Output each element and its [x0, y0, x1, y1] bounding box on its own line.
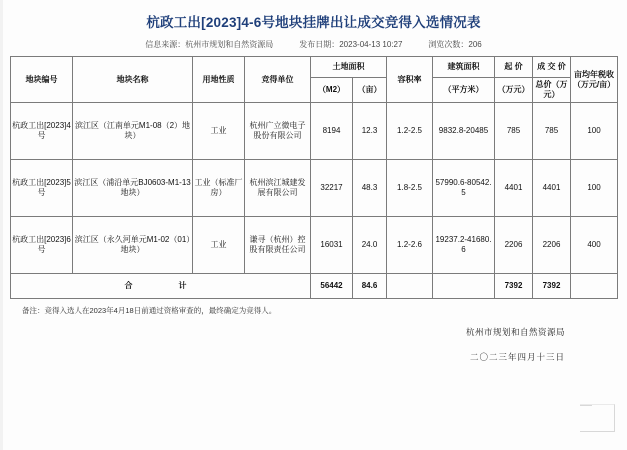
total-starting-price: 7392	[495, 274, 533, 299]
header-annual-rent: 亩均年税收（万元/亩）	[571, 57, 618, 103]
cell-land-area-m2: 32217	[311, 160, 353, 217]
cell-building-area: 57990.6-80542.5	[433, 160, 495, 217]
cell-deal-price: 4401	[533, 160, 571, 217]
header-land-area-mu: （亩）	[353, 78, 387, 103]
cell-winner: 谦寻（杭州）控股有限责任公司	[245, 217, 311, 274]
cell-plot-id: 杭政工出[2023]5号	[11, 160, 73, 217]
header-starting-price-unit: （万元）	[495, 78, 533, 103]
header-land-use: 用地性质	[193, 57, 245, 103]
cell-plot-ratio: 1.2-2.5	[387, 103, 433, 160]
cell-building-area: 9832.8-20485	[433, 103, 495, 160]
meta-views: 浏览次数：206	[428, 40, 482, 49]
table-row	[11, 103, 618, 160]
header-land-area-m2: （M2）	[311, 78, 353, 103]
total-annual-rent	[571, 274, 618, 299]
cell-land-area-m2: 8194	[311, 103, 353, 160]
cell-land-area-mu: 24.0	[353, 217, 387, 274]
table-header-row-1	[11, 57, 618, 78]
header-winner: 竞得单位	[245, 57, 311, 103]
total-plot-ratio	[387, 274, 433, 299]
cell-starting-price: 785	[495, 103, 533, 160]
total-building-area	[433, 274, 495, 299]
cell-plot-ratio: 1.8-2.5	[387, 160, 433, 217]
total-label: 合 计	[11, 274, 311, 299]
cell-starting-price: 2206	[495, 217, 533, 274]
cell-winner: 杭州广立微电子股份有限公司	[245, 103, 311, 160]
page-corner-decoration	[580, 404, 615, 432]
total-land-area-mu: 84.6	[353, 274, 387, 299]
total-deal-price: 7392	[533, 274, 571, 299]
header-deal-price-unit: 总价（万元）	[533, 78, 571, 103]
meta-publish-date: 发布日期：2023-04-13 10:27	[299, 40, 403, 49]
cell-land-use: 工业	[193, 103, 245, 160]
meta-source: 信息来源：杭州市规划和自然资源局	[145, 40, 274, 49]
cell-land-use: 工业	[193, 217, 245, 274]
signature-block	[0, 316, 627, 363]
cell-land-area-m2: 16031	[311, 217, 353, 274]
header-plot-name: 地块名称	[73, 57, 193, 103]
table-row	[11, 160, 618, 217]
header-building-area: 建筑面积	[433, 57, 495, 78]
signature-date: 二〇二三年四月十三日	[469, 352, 565, 362]
cell-plot-name: 滨江区（浦沿单元BJ0603-M1-13地块）	[73, 160, 193, 217]
cell-annual-rent: 100	[571, 160, 618, 217]
header-land-area: 土地面积	[311, 57, 387, 78]
table-row	[11, 217, 618, 274]
footnote: 备注：竞得入选人在2023年4月18日前通过资格审查的，最终确定为竞得人。	[22, 306, 277, 315]
cell-deal-price: 785	[533, 103, 571, 160]
page-title: 杭政工出[2023]4-6号地块挂牌出让成交竞得入选情况表	[146, 15, 481, 30]
header-plot-id: 地块编号	[11, 57, 73, 103]
cell-plot-id: 杭政工出[2023]4号	[11, 103, 73, 160]
header-starting-price: 起 价	[495, 57, 533, 78]
total-land-area-m2: 56442	[311, 274, 353, 299]
cell-annual-rent: 400	[571, 217, 618, 274]
cell-winner: 杭州滨江城建发展有限公司	[245, 160, 311, 217]
land-transfer-table	[10, 56, 618, 299]
cell-deal-price: 2206	[533, 217, 571, 274]
header-building-area-unit: （平方米）	[433, 78, 495, 103]
cell-land-area-mu: 48.3	[353, 160, 387, 217]
document-meta	[0, 33, 627, 56]
land-table-container	[10, 56, 617, 299]
cell-plot-name: 滨江区（江南单元M1-08（2）地块）	[73, 103, 193, 160]
cell-land-use: 工业（标准厂房）	[193, 160, 245, 217]
cell-building-area: 19237.2-41680.6	[433, 217, 495, 274]
header-deal-price: 成 交 价	[533, 57, 571, 78]
table-total-row	[11, 274, 618, 299]
cell-annual-rent: 100	[571, 103, 618, 160]
cell-plot-name: 滨江区（永久河单元M1-02（01）地块）	[73, 217, 193, 274]
header-plot-ratio: 容积率	[387, 57, 433, 103]
cell-plot-ratio: 1.2-2.6	[387, 217, 433, 274]
cell-land-area-mu: 12.3	[353, 103, 387, 160]
page-edge-decoration	[0, 0, 3, 450]
cell-starting-price: 4401	[495, 160, 533, 217]
signature-organization: 杭州市规划和自然资源局	[465, 327, 565, 337]
cell-plot-id: 杭政工出[2023]6号	[11, 217, 73, 274]
